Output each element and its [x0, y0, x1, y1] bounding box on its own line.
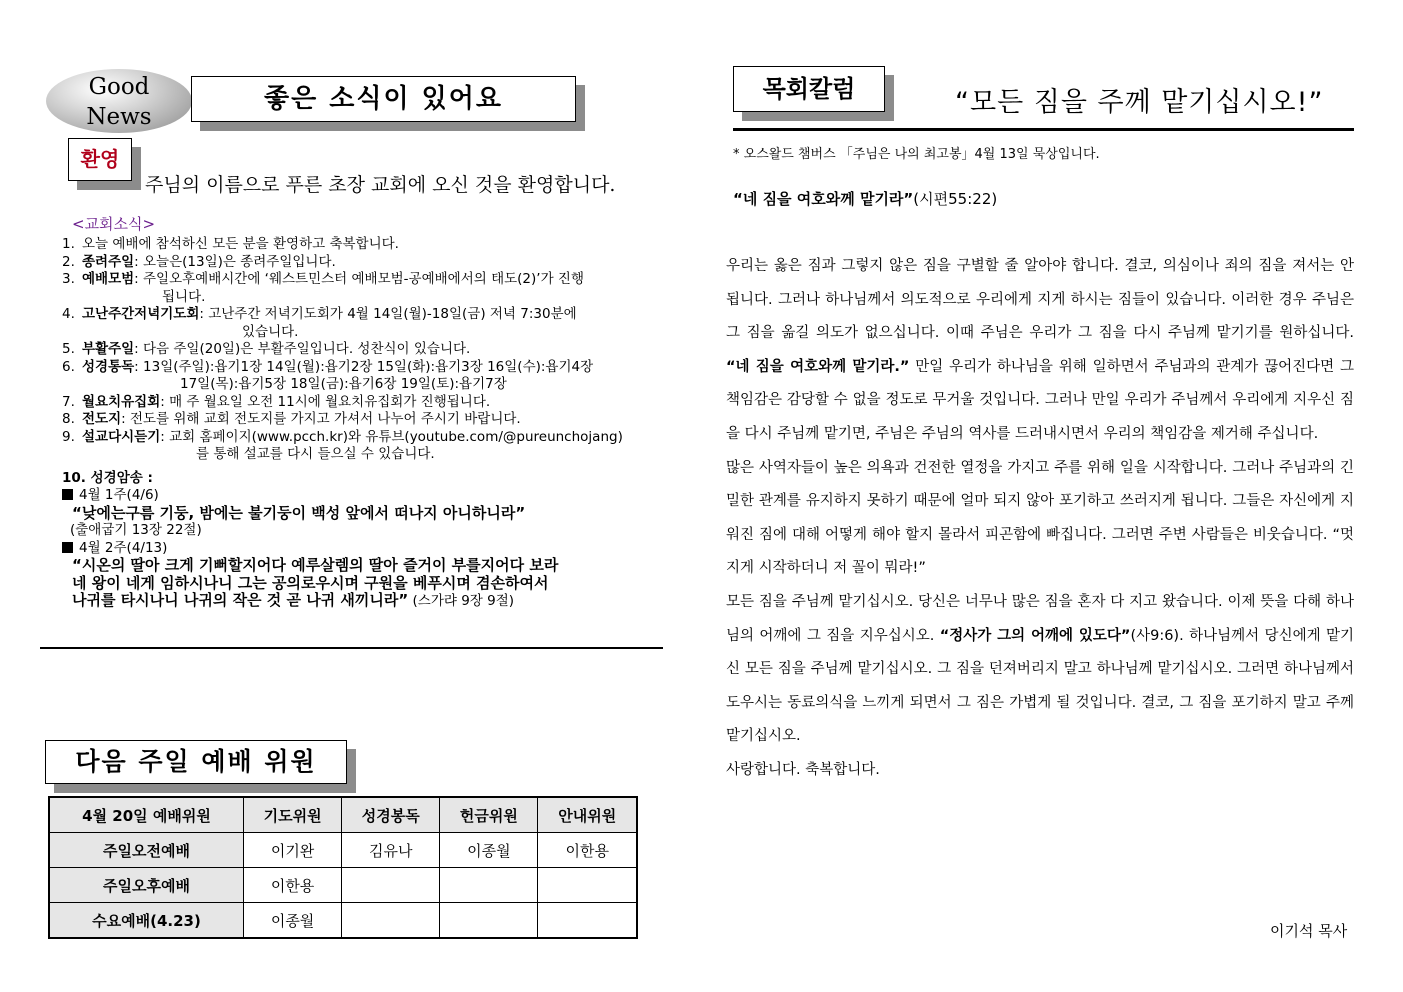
table-header-cell: 안내위원 — [538, 797, 637, 833]
memory-verse-2-l3: 나귀를 타시나니 나귀의 작은 것 곧 나귀 새끼니라” (스가랴 9장 9절) — [72, 591, 515, 609]
table-cell: 이기완 — [244, 833, 342, 868]
square-bullet-icon — [62, 542, 73, 553]
table-cell — [440, 868, 538, 903]
table-cell — [538, 868, 637, 903]
paragraph: 우리는 옳은 짐과 그렇지 않은 짐을 구별할 줄 알아야 합니다. 결코, 의심이나 죄의 짐을 져서는 안 됩니다. 그러나 하나님께서 의도적으로 우리에게 지게 하시는 짐들이 있습니다. 이러한 경우 주님은 그 짐을 옮길 의도가 없으십니다. 이때 주님은 우리가 그 짐을 다시 주님께 맡기기를 원하십니다. “네 짐을 여호와께 맡기라.” 만일 우리가 하나님을 위해 일하면서 주님과의 관계가 끊어진다면 그 책임감은 감당할 수 없을 정도로 무거울 것입니다. 그러나 만일 우리가 주님께서 우리에게 지우신 짐을 다시 주님께 맡기면, 주님은 주님의 역사를 드러내시면서 우리의 책임감을 제거해 주십니다. — [726, 258, 1354, 442]
news-item: 6. 성경통독 : 13일(주일):욥기1장 14일(월):욥기2장 15일(화):욥기3장 16일(수):욥기4장 — [62, 358, 594, 375]
news-item: 9. 설교다시듣기 : 교회 홈페이지(www.pcch.kr)와 유튜브(youtube.com/@pureunchojang) — [62, 428, 623, 445]
paragraph: 사랑합니다. 축복합니다. — [726, 761, 880, 778]
source-note: * 오스왈드 챔버스 「주님은 나의 최고봉」4월 13일 묵상입니다. — [733, 147, 1100, 162]
table-cell: 수요예배(4.23) — [49, 903, 244, 939]
table-cell: 이한용 — [244, 868, 342, 903]
table-cell — [342, 903, 440, 939]
news-item: 3. 예배모범 : 주일오후예배시간에 ‘웨스트민스터 예배모범-공예배에서의 태도(2)’가 진행 — [62, 271, 584, 287]
memory-week2: 4월 2주(4/13) — [62, 540, 702, 558]
next-week-title: 다음 주일 예배 위원 — [45, 740, 347, 784]
good-news-logo — [46, 69, 192, 133]
news-item-cont: 17일(목):욥기5장 18일(금):욥기6장 19일(토):욥기7장 — [180, 376, 507, 392]
logo-line1: Good — [88, 74, 150, 100]
table-cell — [440, 903, 538, 939]
divider — [733, 128, 1354, 131]
paragraph: 모든 짐을 주님께 맡기십시오. 당신은 너무나 많은 짐을 혼자 다 지고 왔습니다. 이제 뜻을 다해 하나님의 어깨에 그 짐을 지우십시오. “정사가 그의 어깨에 있도다”(사9:6). 하나님께서 당신에게 맡기신 모든 짐을 주님께 맡기십시오. 그 짐을 던져버리지 말고 하나님께 맡기십시오. 그러면 하나님께서 도우시는 동료의식을 느끼게 되면서 그 짐은 가볍게 될 것입니다. 결코, 그 짐을 포기하지 말고 주께 맡기십시오. — [726, 593, 1355, 745]
square-bullet-icon — [62, 489, 73, 500]
table-cell — [538, 903, 637, 939]
table-cell: 김유나 — [342, 833, 440, 868]
news-item-cont: 됩니다. — [162, 288, 206, 305]
column-title: “모든 짐을 주께 맡기십시오!” — [955, 87, 1324, 118]
news-item-cont: 있습니다. — [242, 323, 299, 340]
pastor-column-tag: 목회칼럼 — [733, 66, 885, 112]
news-item: 4. 고난주간저녁기도회 : 고난주간 저녁기도회가 4월 14일(월)-18일(금) 저녁 7:30분에 — [62, 306, 577, 322]
news-item: 5. 부활주일 : 다음 주일(20일)은 부활주일입니다. 성찬식이 있습니다. — [62, 341, 471, 357]
column-body — [726, 250, 1354, 788]
divider — [40, 647, 663, 649]
church-news-heading: <교회소식> — [72, 215, 156, 233]
news-item: 7. 월요치유집회 : 매 주 월요일 오전 11시에 월요치유집회가 진행됩니다. — [62, 393, 491, 410]
table-row — [49, 903, 637, 939]
welcome-tag: 환영 — [68, 138, 132, 181]
memory-verse-label: 10. 성경암송 : — [62, 469, 153, 486]
memory-week1: 4월 1주(4/6) — [62, 487, 702, 505]
table-header-cell: 4월 20일 예배위원 — [49, 797, 244, 833]
news-item: 2. 종려주일 : 오늘은(13일)은 종려주일입니다. — [62, 253, 336, 270]
church-news-list — [62, 236, 702, 611]
welcome-text: 주님의 이름으로 푸른 초장 교회에 오신 것을 환영합니다. — [145, 174, 616, 196]
duty-table — [48, 796, 638, 939]
news-item: 8. 전도지 : 전도를 위해 교회 전도지를 가지고 가셔서 나누어 주시기 바랍니다. — [62, 411, 521, 427]
table-row — [49, 868, 637, 903]
table-row — [49, 833, 637, 868]
memory-verse-2-l1: “시온의 딸아 크게 기뻐할지어다 예루살렘의 딸아 즐거이 부를지어다 보라 — [72, 556, 559, 574]
table-cell — [342, 868, 440, 903]
table-header-cell: 성경봉독 — [342, 797, 440, 833]
memory-ref-1: (출애굽기 13장 22절) — [70, 522, 202, 538]
table-cell: 이종월 — [244, 903, 342, 939]
memory-verse-2-l2: 네 왕이 네게 임하시나니 그는 공의로우시며 구원을 베푸시며 겸손하여서 — [72, 573, 549, 592]
memory-verse-1: “낮에는구름 기둥, 밤에는 불기둥이 백성 앞에서 떠나지 아니하니라” — [72, 503, 526, 522]
table-header-cell: 기도위원 — [244, 797, 342, 833]
table-cell: 이종월 — [440, 833, 538, 868]
good-news-title: 좋은 소식이 있어요 — [191, 76, 576, 122]
logo-line2: News — [86, 104, 152, 130]
key-verse: “네 짐을 여호와께 맡기라”(시편55:22) — [733, 190, 998, 208]
news-item: 1. 오늘 예배에 참석하신 모든 분을 환영하고 축복합니다. — [62, 236, 399, 252]
news-item-cont: 를 통해 설교를 다시 들으실 수 있습니다. — [196, 446, 435, 462]
table-header-cell: 헌금위원 — [440, 797, 538, 833]
table-cell: 주일오후예배 — [49, 868, 244, 903]
table-header-row — [49, 797, 637, 833]
table-cell: 이한용 — [538, 833, 637, 868]
paragraph: 많은 사역자들이 높은 의욕과 건전한 열정을 가지고 주를 위해 일을 시작합니다. 그러나 주님과의 긴밀한 관계를 유지하지 못하기 때문에 얼마 되지 않아 포기하고 쓰러지게 됩니다. 그들은 자신에게 지워진 짐에 대해 어떻게 해야 할지 몰라서 피곤함에 빠집니다. 그러면 주변 사람들은 비웃습니다. “멋지게 시작하더니 저 꼴이 뭐라!” — [726, 459, 1354, 577]
table-cell: 주일오전예배 — [49, 833, 244, 868]
signature: 이기석 목사 — [1270, 922, 1348, 940]
